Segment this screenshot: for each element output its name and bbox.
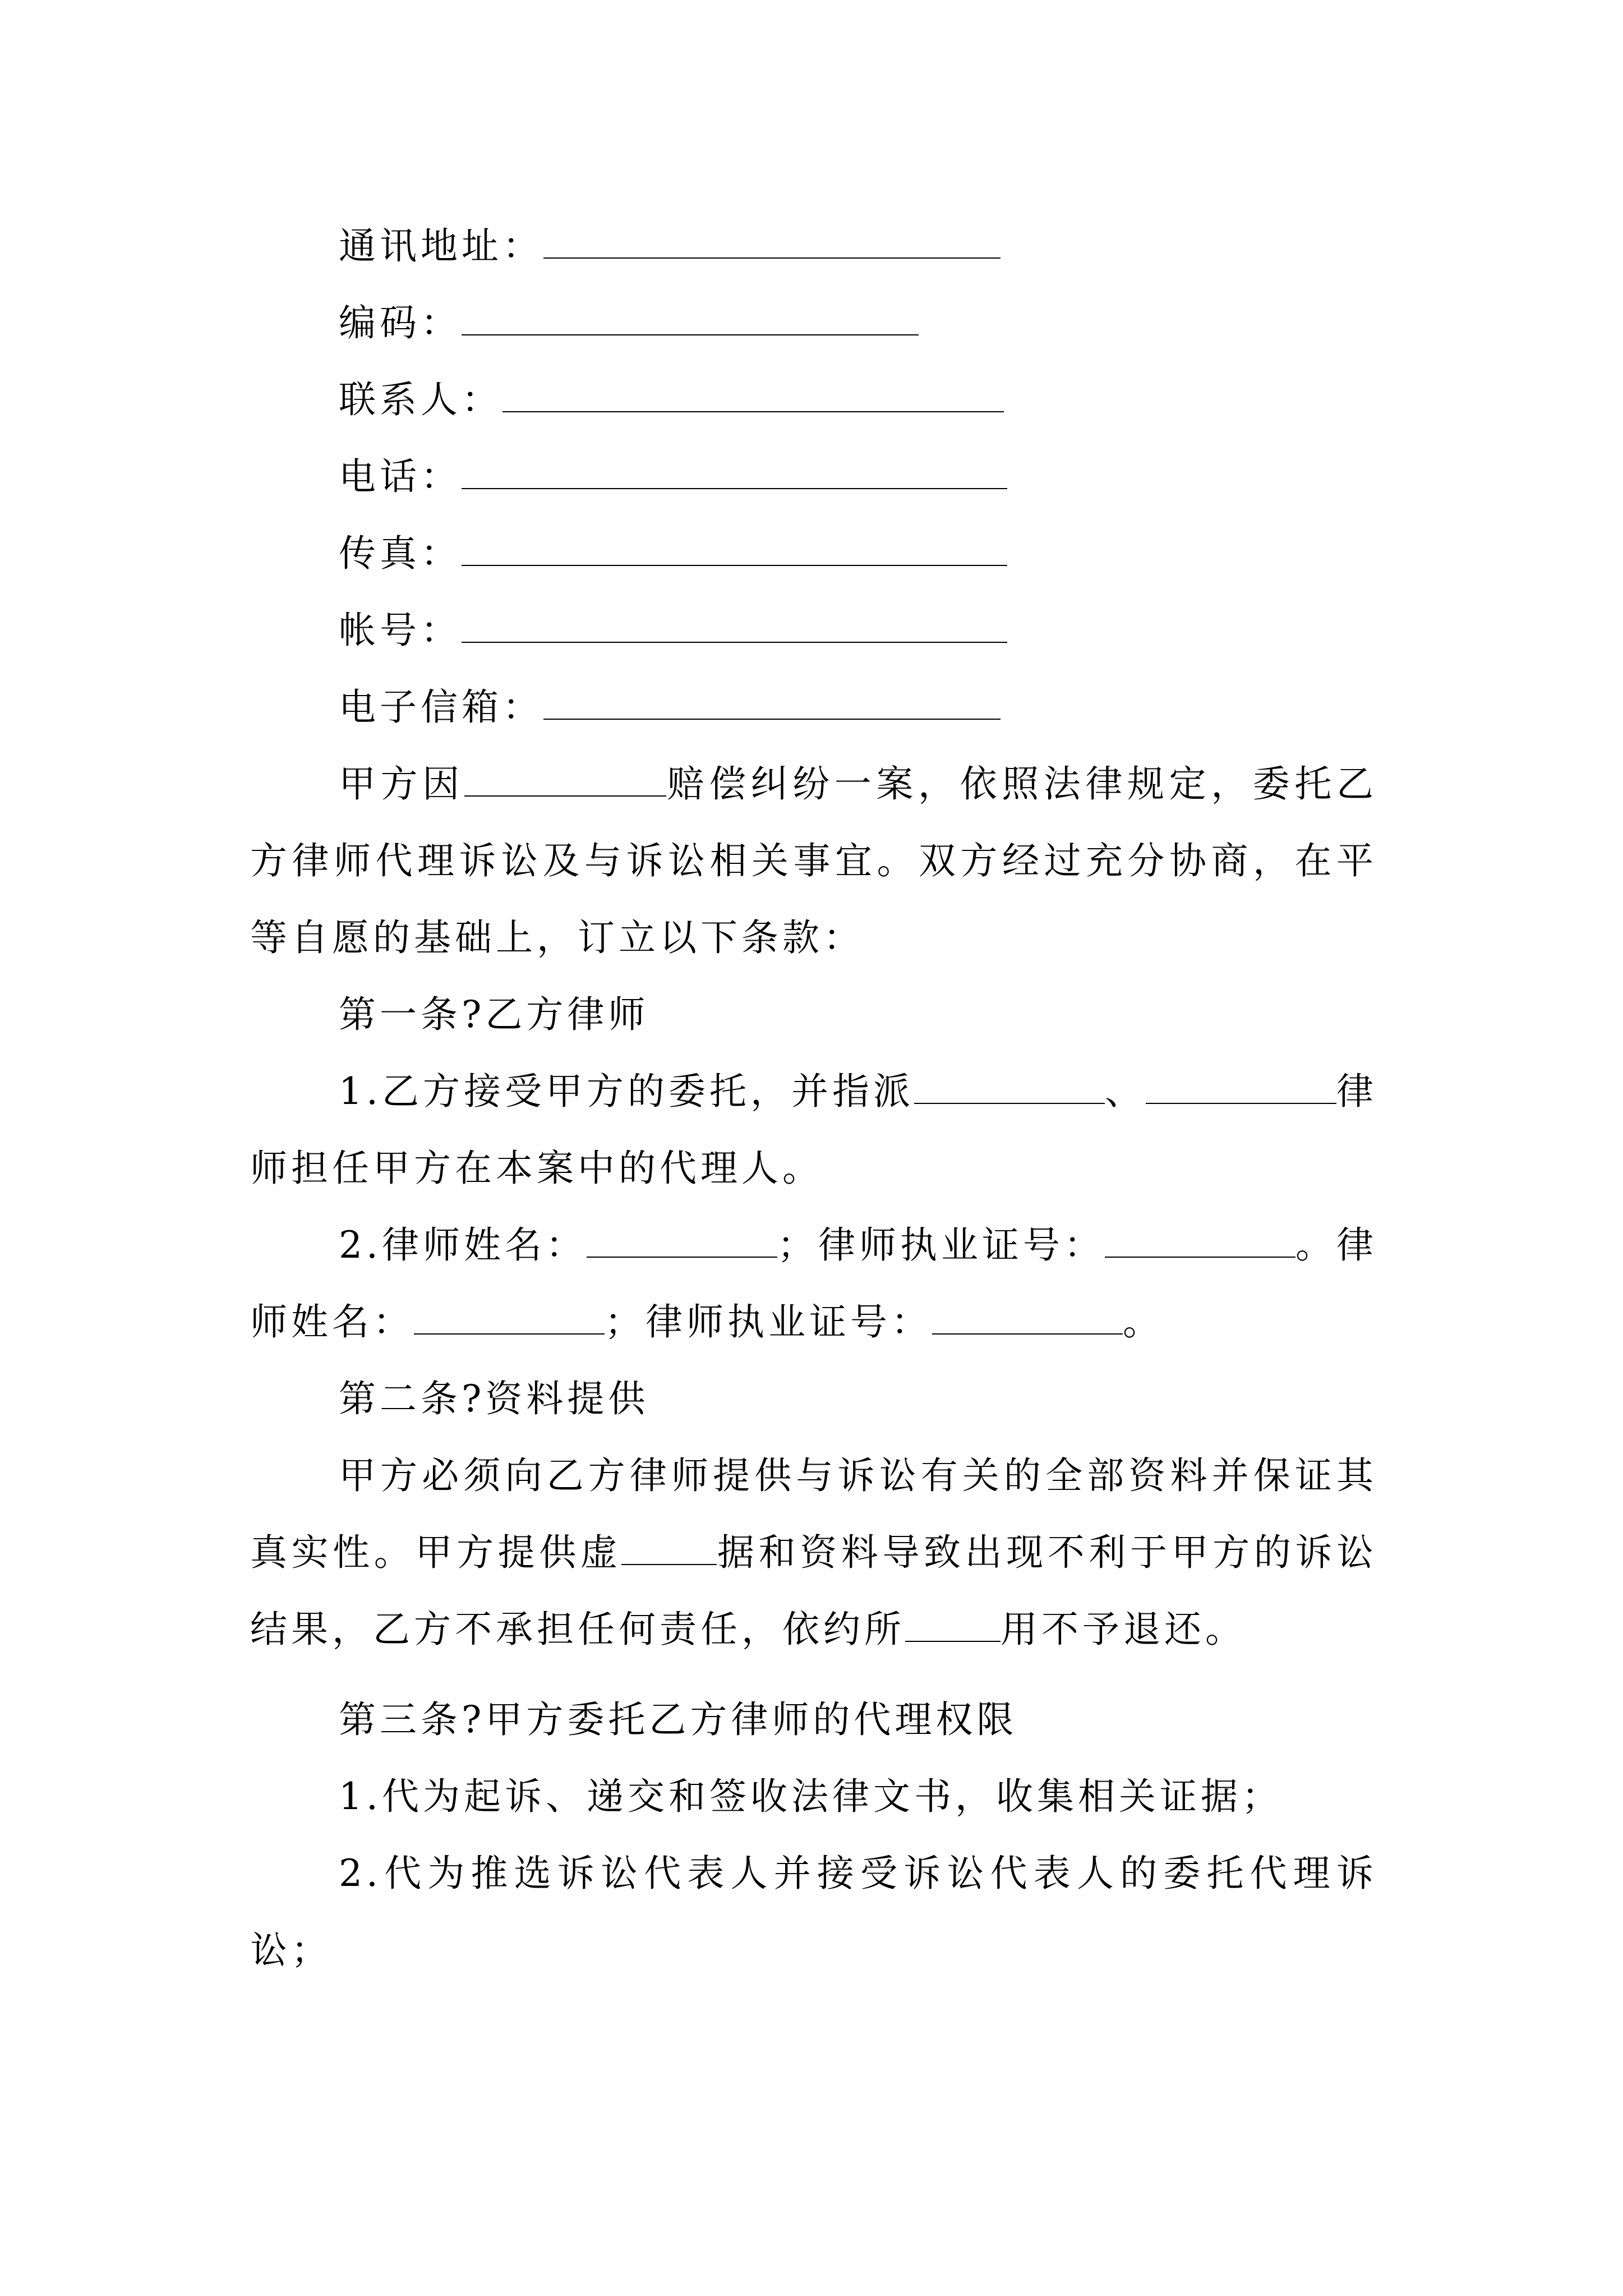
missing-text-blank-2[interactable]	[905, 1613, 1000, 1642]
item-text: 2.律师姓名：	[339, 1223, 587, 1267]
missing-text-blank-1[interactable]	[621, 1536, 717, 1565]
article-3-item-2: 2.代为推选诉讼代表人并接受诉讼代表人的委托代理诉讼；	[250, 1852, 1377, 1972]
field-blank[interactable]	[502, 382, 1004, 412]
contact-fields	[250, 208, 1377, 746]
intro-text-2: 赔偿纠纷一案，依照法律规定，委托乙方律师代理诉讼及与诉讼相关事宜。双方经过充分协商，在平等自愿的基础上，订立以下条款：	[250, 762, 1378, 959]
field-phone	[250, 438, 1377, 515]
para-text: 据和资料导致出现不利于甲方的诉讼结果，乙方不承担任何责任，依约所	[250, 1531, 1378, 1651]
document-page	[250, 208, 1377, 1989]
field-label: 编码：	[339, 301, 462, 344]
article-3-title: 第三条?甲方委托乙方律师的代理权限	[339, 1698, 1018, 1741]
field-label: 帐号：	[339, 609, 462, 652]
field-fax	[250, 515, 1377, 592]
article-2-title: 第二条?资料提供	[339, 1377, 649, 1420]
field-postcode	[250, 284, 1377, 361]
case-blank[interactable]	[464, 767, 666, 797]
field-blank[interactable]	[543, 689, 1000, 720]
field-contact-person	[250, 361, 1377, 438]
item-text: ；律师执业证号：	[605, 1300, 932, 1343]
field-blank[interactable]	[543, 228, 1000, 259]
item-text: 、	[1104, 1070, 1146, 1113]
license-blank-2[interactable]	[932, 1305, 1123, 1335]
intro-text-1: 甲方因	[339, 762, 464, 806]
field-account	[250, 592, 1377, 669]
field-blank[interactable]	[462, 536, 1007, 566]
article-1-item-2	[250, 1207, 1377, 1360]
lawyer-blank-2[interactable]	[1146, 1075, 1336, 1104]
item-text: 1.乙方接受甲方的委托，并指派	[339, 1070, 914, 1113]
field-label: 传真：	[339, 532, 462, 575]
item-text: 。	[1123, 1300, 1164, 1343]
license-blank-1[interactable]	[1105, 1228, 1295, 1258]
para-text: 用不予退还。	[1000, 1608, 1246, 1651]
intro-paragraph	[250, 746, 1377, 976]
field-label: 电子信箱：	[339, 685, 543, 729]
lawyer-blank-1[interactable]	[914, 1075, 1105, 1104]
field-email	[250, 669, 1377, 746]
article-1-item-1	[250, 1053, 1377, 1207]
field-blank[interactable]	[462, 305, 919, 335]
article-1-title: 第一条?乙方律师	[339, 993, 649, 1036]
lawyer-name-blank-1[interactable]	[587, 1228, 777, 1258]
field-label: 电话：	[339, 455, 462, 498]
article-3-item-1: 1.代为起诉、递交和签收法律文书，收集相关证据；	[339, 1775, 1283, 1818]
field-blank[interactable]	[462, 613, 1007, 643]
article-2-paragraph	[250, 1437, 1377, 1668]
field-address	[250, 208, 1377, 284]
field-blank[interactable]	[462, 459, 1007, 489]
item-text: 律师担任甲方在本案中的代理人。	[250, 1070, 1378, 1190]
item-text: ；律师执业证号：	[777, 1223, 1105, 1267]
lawyer-name-blank-2[interactable]	[414, 1305, 605, 1335]
field-label: 通讯地址：	[339, 224, 543, 268]
para-text: 甲方必须向乙方律师提供与诉讼有关的全部资料并保证其真实性。甲方提供虚	[250, 1454, 1377, 1574]
field-label: 联系人：	[339, 378, 502, 421]
item-text: 。律师姓名：	[250, 1223, 1378, 1343]
